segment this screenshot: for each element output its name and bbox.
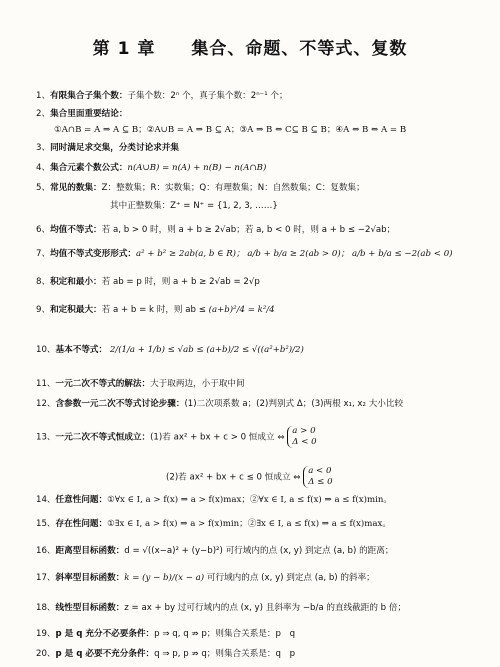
item-17-formula: k = (y − b)/(x − a)	[124, 573, 205, 583]
item-number: 7、	[36, 249, 51, 259]
item-heading: 有限集合子集个数：	[50, 91, 128, 101]
item-heading: 集合元素个数公式：	[50, 163, 128, 173]
item-heading: 常见的数集：	[50, 183, 102, 193]
item-number: 20、	[36, 649, 56, 659]
item-body: 若 a + b = k 时，则 ab ≤	[101, 305, 206, 315]
item-9-formula: (a+b)²/4 = k²/4	[208, 305, 275, 315]
item-heading: 距离型目标函数：	[55, 546, 125, 556]
item-body: 若 ab = p 时，则 a + b ≥ 2√ab = 2√p	[101, 277, 260, 287]
item-2	[36, 108, 486, 120]
item-heading: 基本不等式：	[55, 345, 108, 355]
item-15	[36, 518, 486, 530]
item-number: 13、	[36, 432, 56, 443]
item-body: 可行域内的点 (x, y) 到定点 (a, b) 的斜率；	[206, 573, 375, 583]
item-body: n(A∪B) = n(A) + n(B) − n(A∩B)	[127, 163, 267, 173]
item-body: 大于取两边，小于取中间	[150, 379, 245, 389]
item-17	[36, 572, 486, 584]
item-18	[36, 602, 486, 614]
item-4	[36, 162, 486, 174]
item-number: 18、	[36, 603, 56, 613]
item-5	[36, 182, 486, 194]
item-18-tail: −b/a 的直线截距的 b 倍；	[302, 603, 407, 613]
item-body: a² + b² ≥ 2ab(a, b ∈ R)；	[136, 249, 245, 259]
item-number: 11、	[36, 379, 56, 389]
item-9	[36, 304, 486, 316]
item-body: p ⇒ q, q ⇏ p；则集合关系是：p q	[154, 629, 296, 639]
item-number: 2、	[36, 109, 51, 119]
item-number: 5、	[36, 183, 51, 193]
item-number: 3、	[36, 143, 51, 153]
item-7-ratio-positive: a/b + b/a ≥ 2(ab > 0)；	[247, 249, 350, 259]
item-1	[36, 90, 486, 102]
item-2-formulas	[54, 124, 486, 136]
item-14	[36, 494, 486, 506]
item-heading: 斜率型目标函数：	[55, 573, 125, 583]
item-16	[36, 545, 486, 557]
item-heading: 一元二次不等式恒成立：	[55, 432, 151, 443]
item-body: q ⇒ p, p ⇏ q；则集合关系是：q p	[154, 649, 296, 659]
item-heading: 一元二次不等式的解法：	[55, 379, 151, 389]
item-heading: p 是 q 必要不充分条件：	[55, 649, 155, 659]
item-12	[36, 398, 486, 410]
item-10-formula: 2/(1/a + 1/b) ≤ √ab ≤ (a+b)/2 ≤ √((a²+b²)/2)	[109, 345, 304, 355]
item-number: 10、	[36, 345, 56, 355]
item-heading: 存在性问题：	[55, 519, 108, 529]
item-3	[36, 142, 486, 154]
item-heading: 均值不等式：	[50, 225, 102, 235]
item-heading: 和定积最大：	[50, 305, 102, 315]
item-8	[36, 276, 486, 288]
item-heading: 线性型目标函数：	[55, 603, 125, 613]
item-20	[36, 648, 486, 660]
item-number: 16、	[36, 546, 56, 556]
item-heading: 任意性问题：	[55, 495, 108, 505]
item-11	[36, 378, 486, 390]
item-7	[36, 248, 486, 260]
item-body: (1)二次项系数 a；(2)判别式 Δ；(3)两根 x₁, x₂ 大小比较	[184, 399, 404, 409]
item-heading: 同时满足求交集，分类讨论求并集	[50, 143, 179, 153]
item-6	[36, 224, 486, 236]
item-number: 12、	[36, 399, 56, 409]
item-body: ①A∩B = A ⇒ A ⊆ B；②A∪B = A ⇒ B ⊆ A；③A ⇒ B ⇔ C⊆ B ⊆ B；④A ⇔ B ⇔ A = B	[54, 125, 407, 135]
item-number: 14、	[36, 495, 56, 505]
item-13-case-2: a < 0 Δ ≤ 0	[303, 466, 332, 488]
item-heading: 集合里面重要结论：	[50, 109, 128, 119]
item-body: z = ax + by 过可行域内的点 (x, y) 且斜率为	[124, 603, 301, 613]
item-heading: p 是 q 充分不必要条件：	[55, 629, 155, 639]
item-number: 15、	[36, 519, 56, 529]
item-body: ①∃x ∈ I, a > f(x) ⇒ a > f(x)min；②∃x ∈ I, a ≤ f(x) ⇒ a ≤ f(x)max。	[107, 519, 391, 529]
item-10	[36, 344, 486, 356]
item-body: ①∀x ∈ I, a > f(x) ⇒ a > f(x)max；②∀x ∈ I, a ≤ f(x) ⇒ a ≤ f(x)min。	[107, 495, 392, 505]
item-body: d = √((x−a)² + (y−b)²) 可行域内的点 (x, y) 到定点 (a, b) 的距离；	[124, 546, 394, 556]
item-body: 若 a, b > 0 时，则 a + b ≥ 2√ab；若 a, b < 0 时，则 a + b ≤ −2√ab；	[101, 225, 396, 235]
item-number: 4、	[36, 163, 51, 173]
item-body: Z：整数集；R：实数集；Q：有理数集；N：自然数集；C：复数集；	[101, 183, 365, 193]
item-body: (1)若 ax² + bx + c > 0 恒成立 ⇔	[150, 432, 285, 443]
item-13-case-1: a > 0 Δ < 0	[287, 426, 316, 448]
item-13	[36, 426, 486, 448]
item-5-continued	[110, 200, 486, 212]
item-number: 9、	[36, 305, 51, 315]
page-title: 第 1 章 集合、命题、不等式、复数	[92, 39, 408, 59]
item-13-part-2	[166, 466, 486, 488]
item-number: 19、	[36, 629, 56, 639]
item-number: 8、	[36, 277, 51, 287]
item-body: 其中正整数集：Z⁺ = N⁺ = {1, 2, 3, ……}	[110, 201, 278, 211]
item-number: 1、	[36, 91, 51, 101]
item-heading: 均值不等式变形形式：	[50, 249, 137, 259]
item-number: 17、	[36, 573, 56, 583]
item-heading: 积定和最小：	[50, 277, 102, 287]
item-heading: 含参数一元二次不等式讨论步骤：	[55, 399, 185, 409]
item-19	[36, 628, 486, 640]
item-number: 6、	[36, 225, 51, 235]
item-body: 子集个数：2ⁿ 个，真子集个数：2ⁿ⁻¹ 个；	[127, 91, 288, 101]
item-body: (2)若 ax² + bx + c ≤ 0 恒成立 ⇔	[166, 472, 301, 483]
item-7-ratio-negative: a/b + b/a ≤ −2(ab < 0)	[352, 249, 453, 259]
